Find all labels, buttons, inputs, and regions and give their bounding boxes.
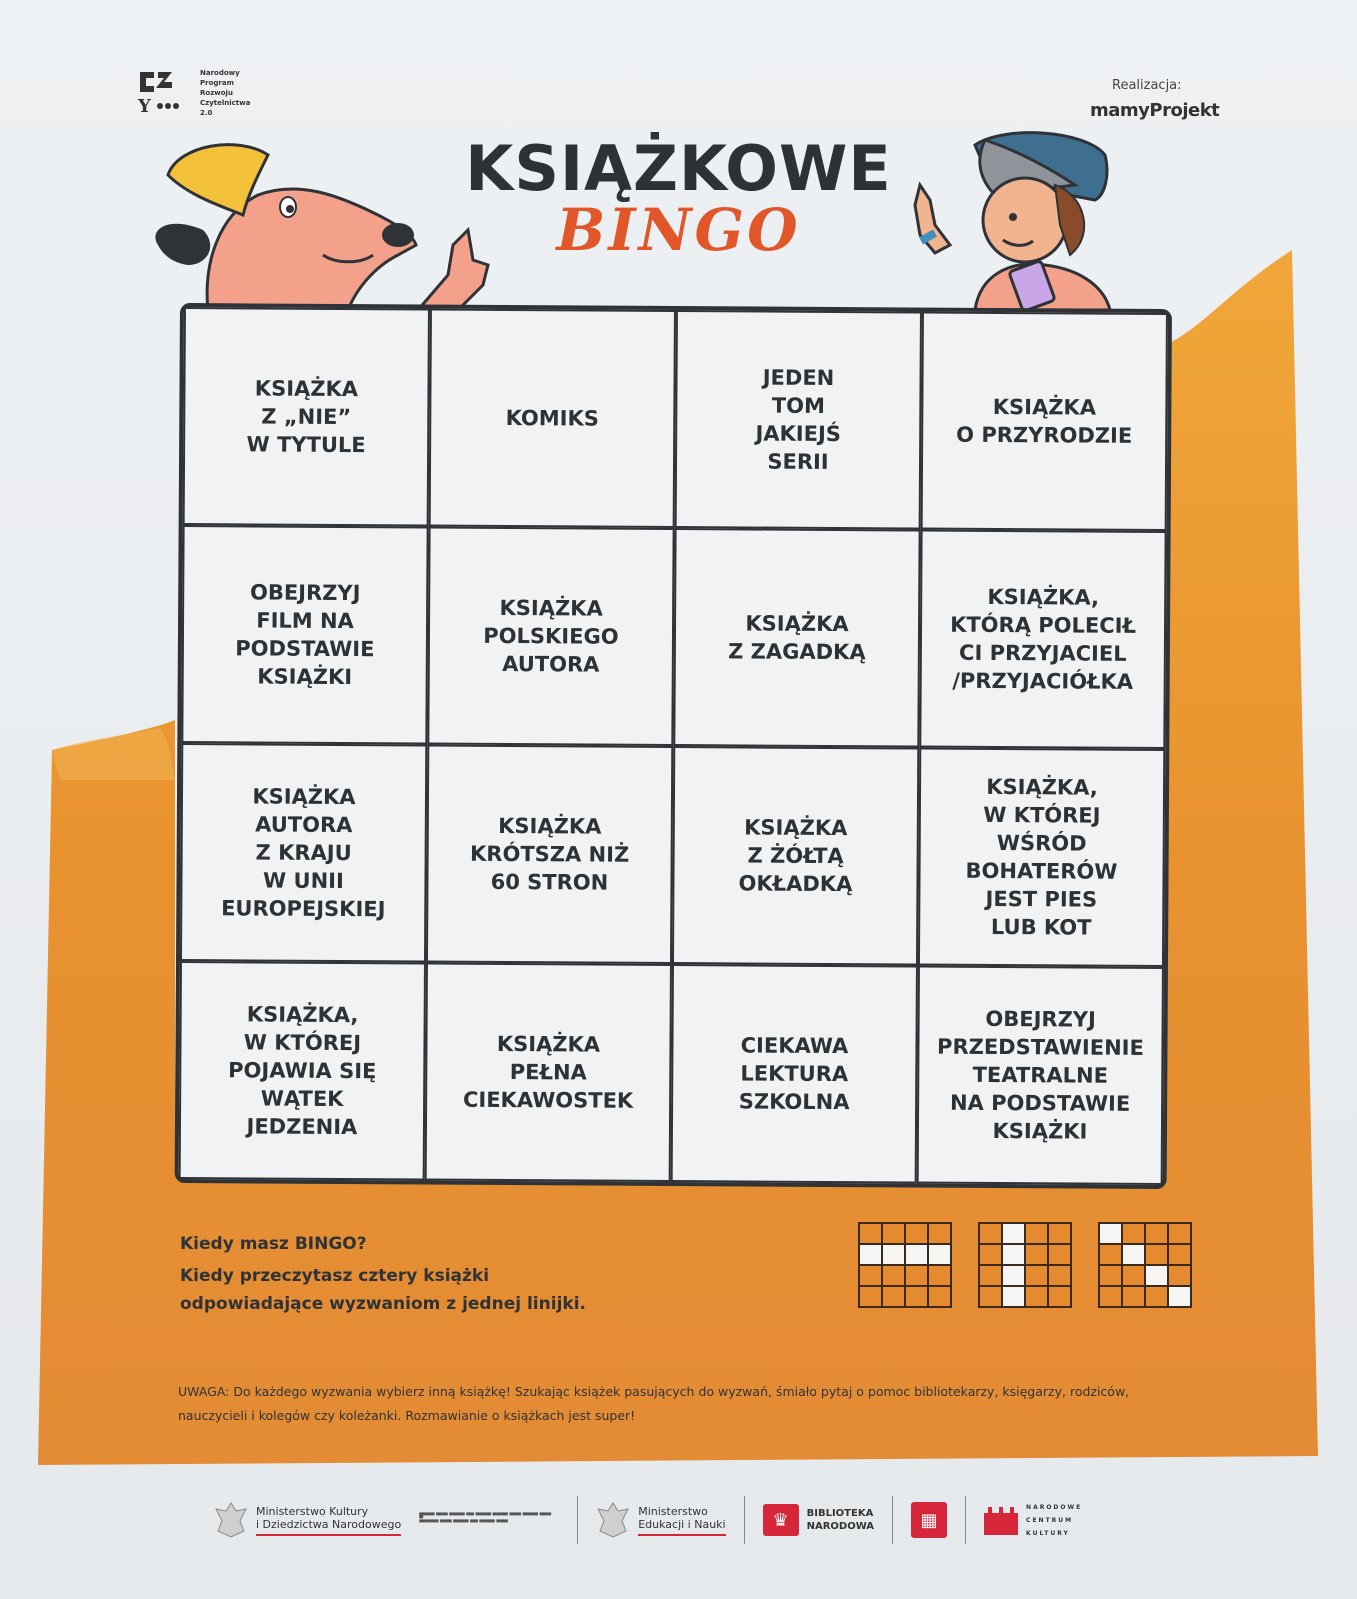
footer-fine-print: █▀▀▀ ▀▀▀ ▀▀▀▀ ▀▀ ▀▀▀▀ ▀▀▀▀ ▀▀▀ ▀▀▀▀ ▀▀▀ ▀▀▀▀▀ ▀▀▀ ▀▀▀▀ ▀▀ ▀▀▀▀ ▀▀▀ (419, 1513, 552, 1526)
example-square (1169, 1245, 1190, 1264)
example-square (1100, 1224, 1121, 1243)
program-logo-icon (136, 68, 190, 116)
footer-men (596, 1501, 725, 1539)
example-square (883, 1287, 904, 1306)
example-square (1026, 1224, 1047, 1243)
example-square (929, 1224, 950, 1243)
bingo-cell[interactable]: KSIĄŻKA POLSKIEGO AUTORA (427, 527, 674, 746)
bingo-cell[interactable]: KSIĄŻKA, W KTÓREJ WŚRÓD BOHATERÓW JEST PIES LUB KOT (918, 748, 1165, 967)
bingo-cell[interactable]: KSIĄŻKA Z „NIE” W TYTULE (183, 307, 430, 526)
example-square (1049, 1287, 1070, 1306)
example-square (1100, 1266, 1121, 1285)
realizacja-label: Realizacja: (1112, 78, 1182, 93)
example-square (929, 1245, 950, 1264)
program-logo (136, 68, 270, 118)
footer-logo-square (911, 1502, 947, 1538)
example-square (980, 1224, 1001, 1243)
example-square (1026, 1266, 1047, 1285)
bingo-cell[interactable]: KSIĄŻKA PEŁNA CIEKAWOSTEK (425, 963, 672, 1182)
bingo-cell[interactable]: CIEKAWA LEKTURA SZKOLNA (671, 964, 918, 1183)
example-square (1049, 1266, 1070, 1285)
example-square (1123, 1266, 1144, 1285)
example-square (883, 1224, 904, 1243)
nck-logo-icon (984, 1505, 1018, 1535)
square-logo-icon: ▦ (911, 1502, 947, 1538)
footer-bn (763, 1504, 874, 1536)
example-square (1146, 1245, 1167, 1264)
example-square (883, 1266, 904, 1285)
example-square (1003, 1224, 1024, 1243)
example-square (1169, 1224, 1190, 1243)
example-square (906, 1245, 927, 1264)
example-square (1003, 1245, 1024, 1264)
footer-men-label: Ministerstwo Edukacji i Nauki (638, 1505, 725, 1536)
example-square (1049, 1224, 1070, 1243)
footer-bn-label: BIBLIOTEKA NARODOWA (806, 1508, 875, 1532)
example-square (860, 1266, 881, 1285)
rules-question: Kiedy masz BINGO? (180, 1234, 367, 1254)
example-square (860, 1287, 881, 1306)
footer-divider (744, 1496, 745, 1544)
example-square (860, 1245, 881, 1264)
bingo-examples (858, 1222, 1192, 1308)
bingo-cell[interactable]: KSIĄŻKA, W KTÓREJ POJAWIA SIĘ WĄTEK JEDZENIA (179, 961, 426, 1180)
footer-divider (965, 1496, 966, 1544)
example-square (1146, 1287, 1167, 1306)
example-square (929, 1266, 950, 1285)
footer-mkidn (214, 1501, 401, 1539)
program-logo-text: Narodowy Program Rozwoju Czytelnictwa 2.0 (200, 69, 251, 117)
bingo-grid (175, 303, 1172, 1189)
example-square (1146, 1224, 1167, 1243)
example-square (1100, 1245, 1121, 1264)
bingo-cell[interactable]: KSIĄŻKA Z ŻÓŁTĄ OKŁADKĄ (672, 746, 919, 965)
bingo-cell[interactable]: KSIĄŻKA O PRZYRODZIE (921, 312, 1168, 531)
sponsor-footer (214, 1494, 1082, 1546)
bingo-cell[interactable]: OBEJRZYJ PRZEDSTAWIENIE TEATRALNE NA PODSTAWIE KSIĄŻKI (917, 966, 1164, 1185)
example-square (929, 1287, 950, 1306)
bingo-cell[interactable]: OBEJRZYJ FILM NA PODSTAWIE KSIĄŻKI (181, 525, 428, 744)
example-square (980, 1287, 1001, 1306)
bingo-example-row (858, 1222, 952, 1308)
dog-illustration (148, 135, 508, 310)
footer-divider (577, 1496, 578, 1544)
example-square (906, 1224, 927, 1243)
example-square (1169, 1266, 1190, 1285)
page-title: KSIĄŻKOWE (465, 132, 892, 205)
example-square (1169, 1287, 1190, 1306)
example-square (980, 1266, 1001, 1285)
bingo-cell[interactable]: KSIĄŻKA KRÓTSZA NIŻ 60 STRON (426, 745, 673, 964)
footer-nck-label: NARODOWE CENTRUM KULTURY (1026, 1503, 1083, 1537)
note: UWAGA: Do każdego wyzwania wybierz inną książkę! Szukając książek pasujących do wyzwań, śmiało pytaj o pomoc bibliotekarzy, księgarzy, rodziców, nauczycieli i kolegów czy koleżanki. Rozmawianie o książkach jest super! (178, 1384, 1130, 1423)
svg-text:Y: Y (138, 96, 151, 116)
footer-nck (984, 1501, 1082, 1540)
example-square (1003, 1287, 1024, 1306)
bingo-example-column (978, 1222, 1072, 1308)
page-subtitle: BINGO (556, 196, 801, 264)
realizacja-brand: mamyProjekt (1090, 100, 1220, 121)
example-square (860, 1224, 881, 1243)
eagle-emblem-icon (596, 1501, 630, 1539)
example-square (1026, 1287, 1047, 1306)
example-square (1123, 1287, 1144, 1306)
footer-mkidn-label: Ministerstwo Kultury i Dziedzictwa Narodowego (256, 1505, 401, 1536)
bingo-cell[interactable]: KSIĄŻKA Z ZAGADKĄ (673, 528, 920, 747)
example-square (883, 1245, 904, 1264)
bingo-cell[interactable]: KOMIKS (429, 309, 676, 528)
rules-answer: Kiedy przeczytasz cztery książki odpowiadające wyzwaniom z jednej linijki. (180, 1266, 586, 1314)
bingo-cell[interactable]: KSIĄŻKA, KTÓRĄ POLECIŁ CI PRZYJACIEL /PRZYJACIÓŁKA (919, 530, 1166, 749)
bingo-cell[interactable]: KSIĄŻKA AUTORA Z KRAJU W UNII EUROPEJSKIEJ (180, 743, 427, 962)
eagle-emblem-icon (214, 1501, 248, 1539)
example-square (1100, 1287, 1121, 1306)
example-square (1003, 1266, 1024, 1285)
crown-icon: ♛ (763, 1504, 799, 1536)
bingo-example-diagonal (1098, 1222, 1192, 1308)
example-square (1026, 1245, 1047, 1264)
example-square (1146, 1266, 1167, 1285)
footer-divider (892, 1496, 893, 1544)
example-square (1049, 1245, 1070, 1264)
example-square (906, 1266, 927, 1285)
example-square (1123, 1245, 1144, 1264)
example-square (1123, 1224, 1144, 1243)
example-square (906, 1287, 927, 1306)
example-square (980, 1245, 1001, 1264)
boy-illustration (895, 125, 1140, 310)
bingo-cell[interactable]: JEDEN TOM JAKIEJŚ SERII (675, 310, 922, 529)
